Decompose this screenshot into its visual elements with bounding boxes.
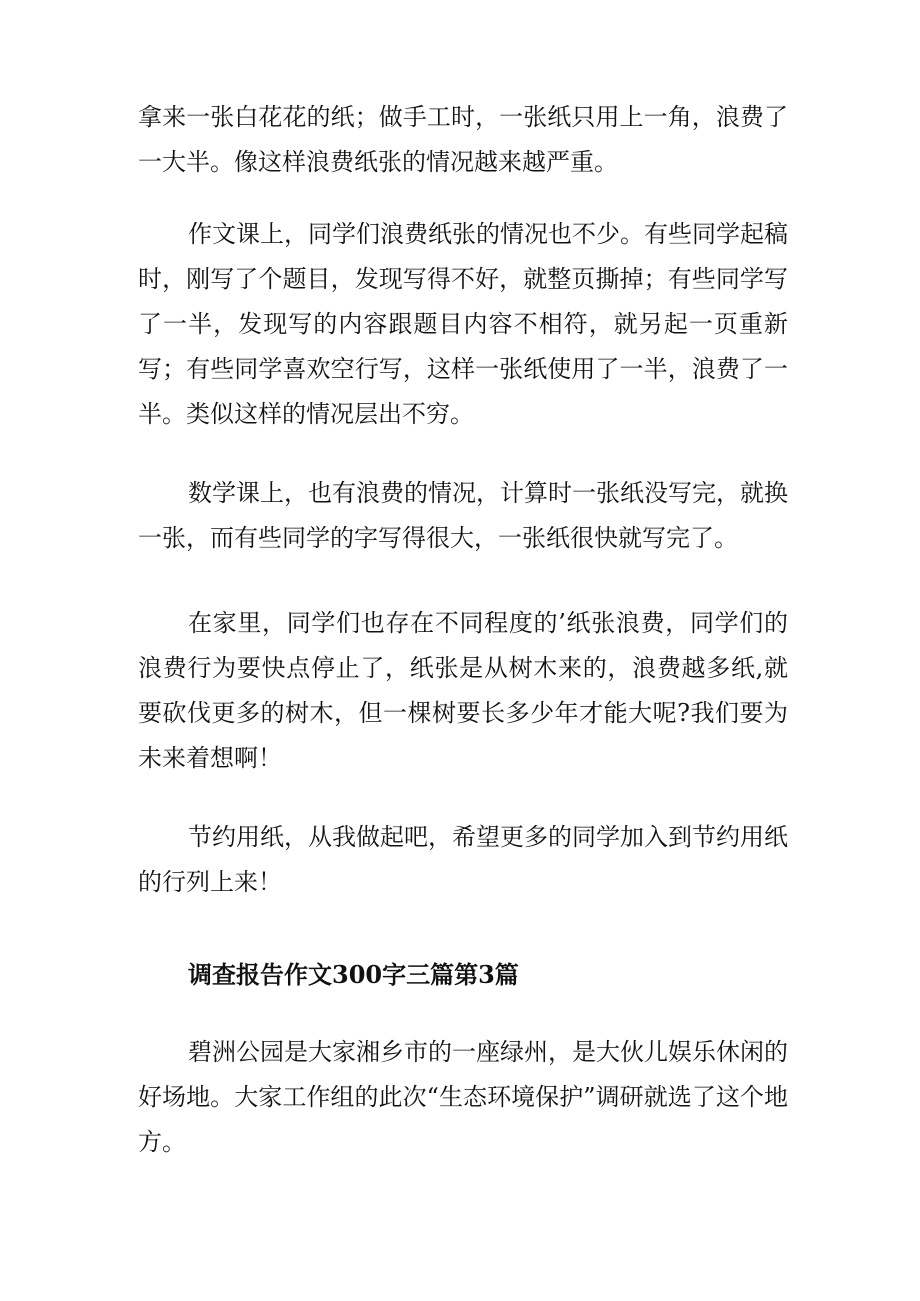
paragraph-at-home: 在家里，同学们也存在不同程度的’纸张浪费，同学们的浪费行为要快点停止了，纸张是从树木来的，浪费越多纸,就要砍伐更多的树木，但一棵树要长多少年才能大呢?我们要为未来着想啊！ — [138, 609, 788, 772]
paragraph-paper-waste-intro: 拿来一张白花花的纸；做手工时，一张纸只用上一角，浪费了一大半。像这样浪费纸张的情况越来越严重。 — [138, 103, 788, 176]
paragraph-bizhou-park: 碧洲公园是大家湘乡市的一座绿州，是大伙儿娱乐休闲的好场地。大家工作组的此次“生态环境保护”调研就选了这个地方。 — [138, 1038, 788, 1156]
paragraph-call-to-action: 节约用纸，从我做起吧，希望更多的同学加入到节约用纸的行列上来！ — [138, 823, 788, 896]
paragraph-math-class: 数学课上，也有浪费的情况，计算时一张纸没写完，就换一张，而有些同学的字写得很大，一张纸很快就写完了。 — [138, 479, 788, 552]
paragraph-composition-class: 作文课上，同学们浪费纸张的情况也不少。有些同学起稿时，刚写了个题目，发现写得不好，就整页撕掉；有些同学写了一半，发现写的内容跟题目内容不相符，就另起一页重新写；有些同学喜欢空行写，这样一张纸使用了一半，浪费了一半。类似这样的情况层出不穷。 — [138, 220, 788, 428]
section-heading: 调查报告作文300字三篇第3篇 — [188, 960, 519, 989]
